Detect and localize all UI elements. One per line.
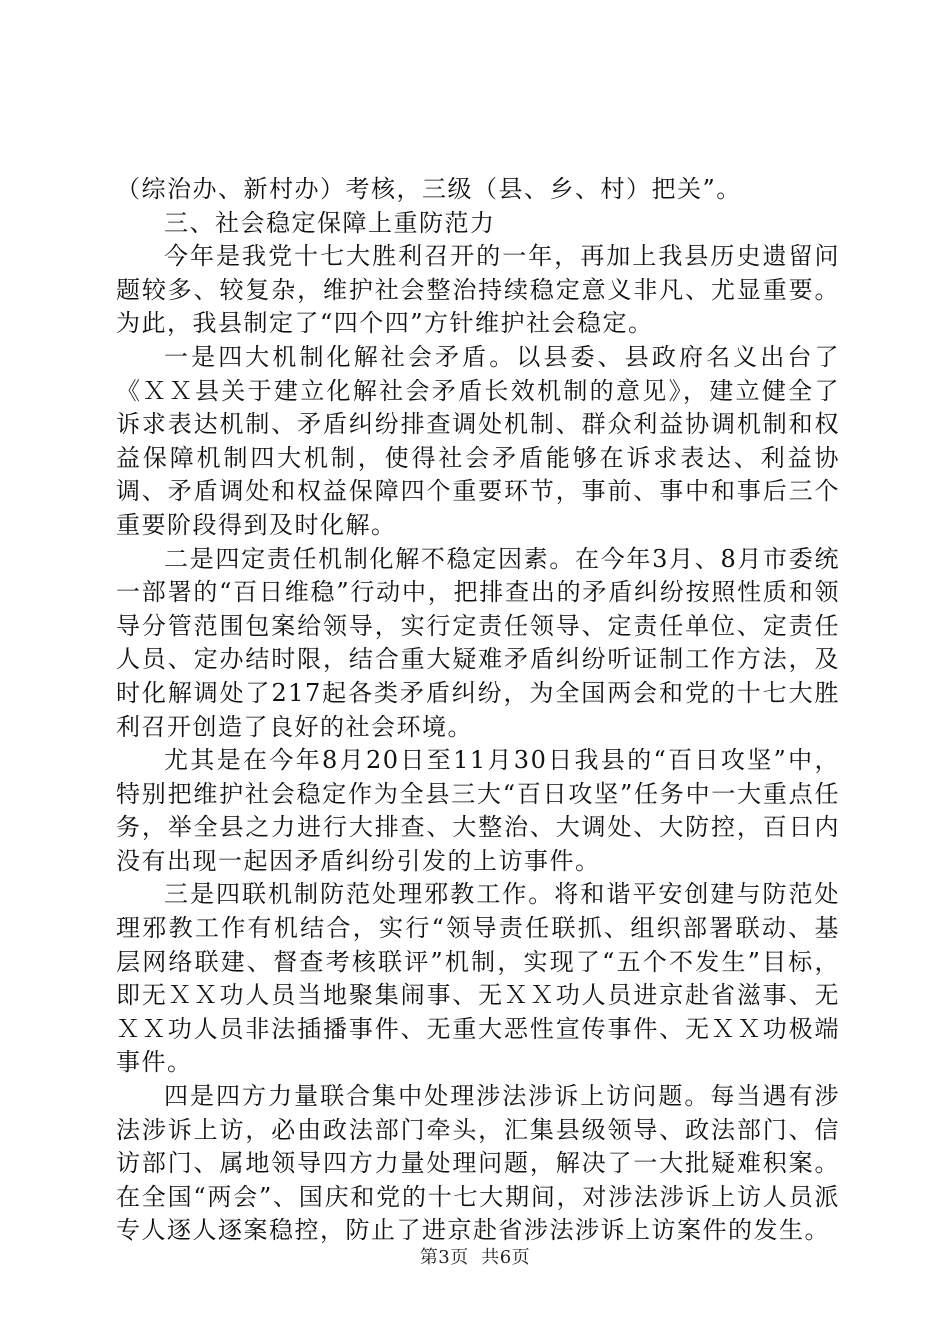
paragraph: 今年是我党十七大胜利召开的一年，再加上我县历史遗留问题较多、较复杂，维护社会整治持续稳定意义非凡、尤显重要。为此，我县制定了“四个四”方针维护社会稳定。: [116, 242, 840, 338]
paragraph: （综治办、新村办）考核，三级（县、乡、村）把关”。: [116, 175, 742, 203]
paragraph: 一是四大机制化解社会矛盾。以县委、县政府名义出台了《ＸＸ县关于建立化解社会矛盾长效机制的意见》，建立健全了诉求表达机制、矛盾纠纷排查调处机制、群众利益协调机制和权益保障机制四大机制，使得社会矛盾能够在诉求表达、利益协调、矛盾调处和权益保障四个重要环节，事前、事中和事后三个重要阶段得到及时化解。: [116, 342, 840, 539]
page-number: 第3页 共6页: [419, 1247, 531, 1268]
paragraph: 三是四联机制防范处理邪教工作。将和谐平安创建与防范处理邪教工作有机结合，实行“领导责任联抓、组织部署联动、基层网络联建、督查考核联评”机制，实现了“五个不发生”目标，即无ＸＸ功人员当地聚集闹事、无ＸＸ功人员进京赴省滋事、无ＸＸ功人员非法插播事件、无重大恶性宣传事件、无ＸＸ功极端事件。: [116, 880, 840, 1077]
paragraph: 尤其是在今年8月20日至11月30日我县的“百日攻坚”中，特别把维护社会稳定作为全县三大“百日攻坚”任务中一大重点任务，举全县之力进行大排查、大整治、大调处、大防控，百日内没有出现一起因矛盾纠纷引发的上访事件。: [116, 746, 840, 875]
paragraph: 四是四方力量联合集中处理涉法涉诉上访问题。每当遇有涉法涉诉上访，必由政法部门牵头，汇集县级领导、政法部门、信访部门、属地领导四方力量处理问题，解决了一大批疑难积案。在全国“两会”、国庆和党的十七大期间，对涉法涉诉上访人员派专人逐人逐案稳控，防止了进京赴省涉法涉诉上访案件的发生。: [116, 1082, 840, 1245]
section-heading: 三、社会稳定保障上重防范力: [164, 208, 496, 237]
document-body: [116, 173, 840, 1248]
page-footer: [0, 1243, 950, 1269]
paragraph: 二是四定责任机制化解不稳定因素。在今年3月、8月市委统一部署的“百日维稳”行动中，把排查出的矛盾纠纷按照性质和领导分管范围包案给领导，实行定责任领导、定责任单位、定责任人员、定办结时限，结合重大疑难矛盾纠纷听证制工作方法，及时化解调处了217起各类矛盾纠纷，为全国两会和党的十七大胜利召开创造了良好的社会环境。: [116, 544, 840, 741]
